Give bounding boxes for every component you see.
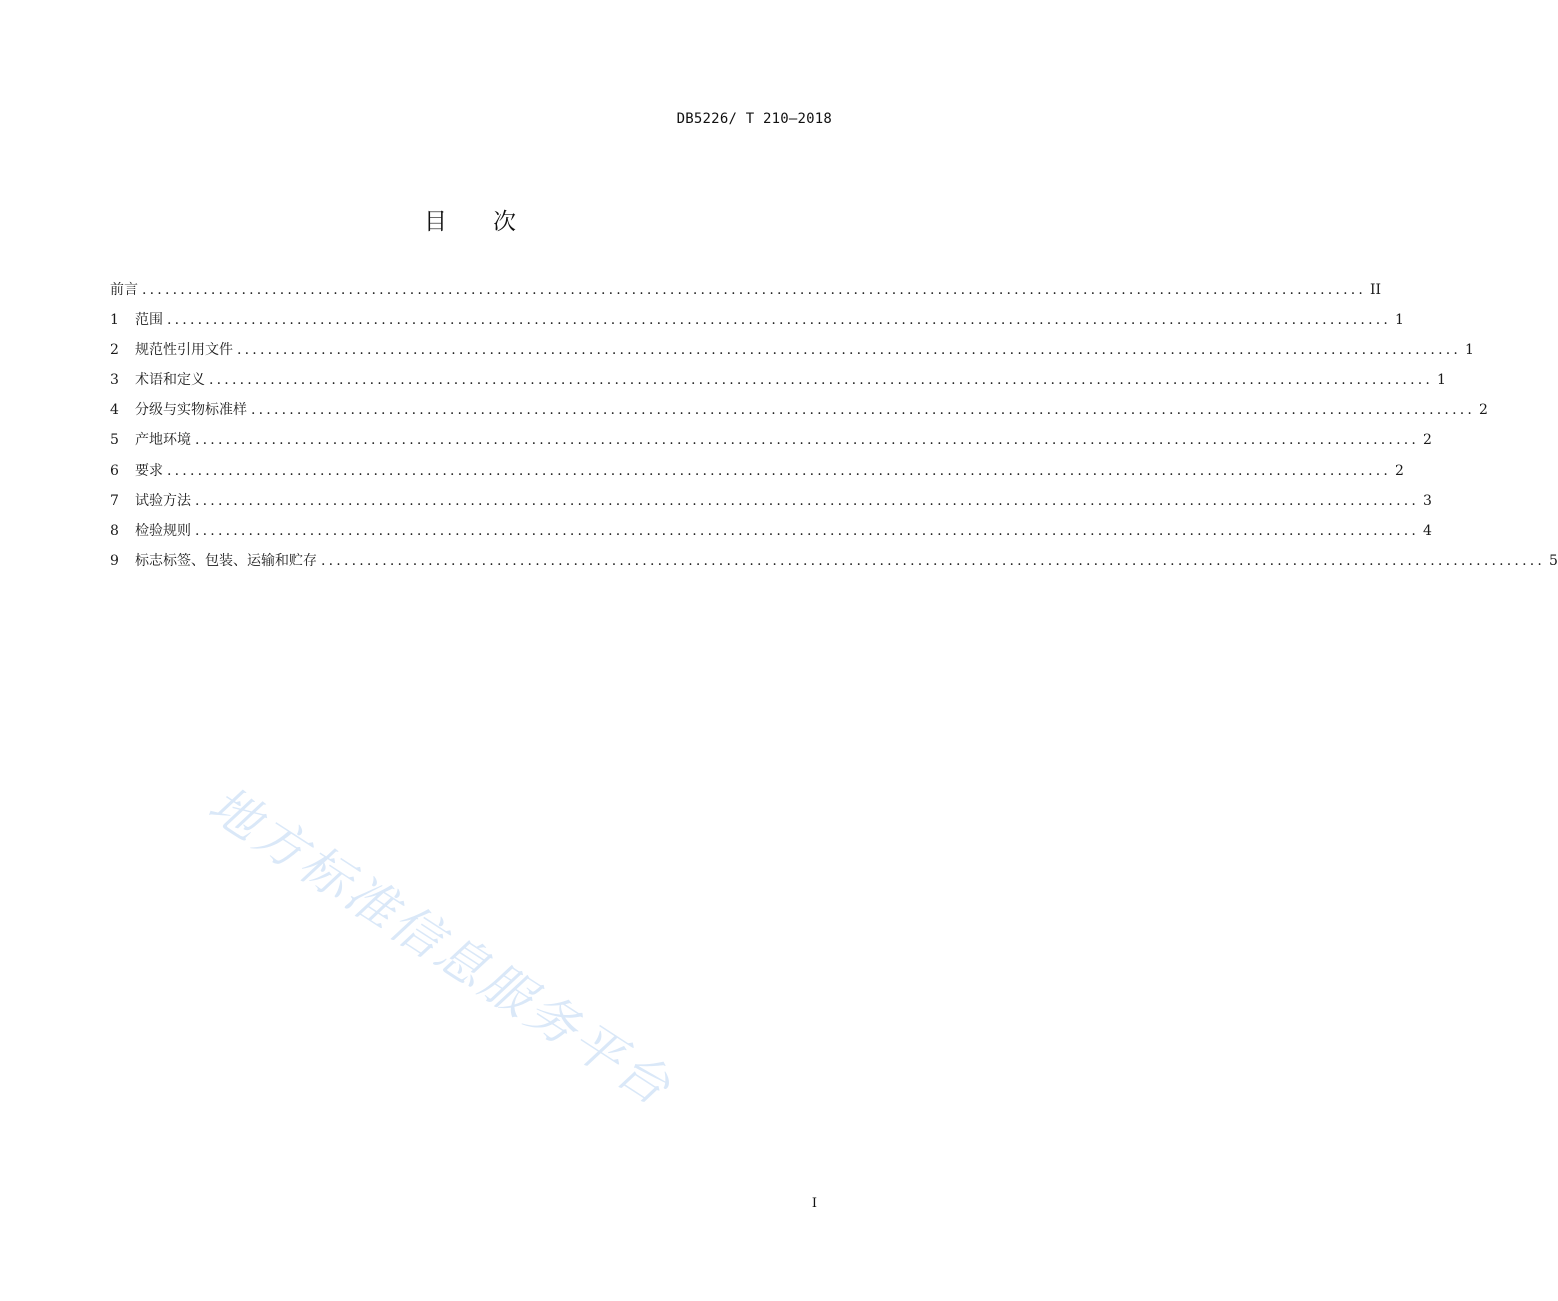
toc-item-page: II — [1370, 282, 1382, 298]
toc-item-test-methods[interactable] — [110, 491, 1432, 521]
toc-title — [0, 203, 940, 236]
toc-leader-dots: ................................................................................................................................................................ — [195, 432, 1420, 449]
toc-item-label: 试验方法 — [135, 492, 191, 509]
toc-item-page: 1 — [1437, 372, 1446, 389]
toc-item-page: 2 — [1479, 402, 1488, 419]
toc-item-number: 5 — [110, 432, 119, 449]
toc-leader-dots: ................................................................................................................................................................ — [195, 492, 1420, 509]
toc-item-inspection-rules[interactable] — [110, 521, 1432, 551]
toc-item-label: 范围 — [135, 312, 163, 329]
toc-item-number: 3 — [110, 372, 119, 389]
toc-item-normative-references[interactable] — [110, 340, 1474, 370]
toc-item-terms-definitions[interactable] — [110, 370, 1446, 400]
toc-list — [110, 280, 1558, 581]
toc-item-number: 9 — [110, 552, 119, 569]
toc-item-label: 产地环境 — [135, 432, 191, 449]
toc-item-page: 2 — [1395, 462, 1404, 479]
toc-item-page: 5 — [1549, 552, 1558, 569]
toc-item-label: 前言 — [110, 282, 138, 298]
page-number: I — [811, 1196, 817, 1211]
toc-leader-dots: ................................................................................................................................................................ — [142, 282, 1367, 298]
toc-leader-dots: ................................................................................................................................................................ — [195, 522, 1420, 539]
toc-item-number: 1 — [110, 312, 119, 329]
toc-item-number: 4 — [110, 402, 119, 419]
toc-item-page: 4 — [1423, 522, 1432, 539]
toc-item-number: 7 — [110, 492, 119, 509]
toc-item-requirements[interactable] — [110, 461, 1404, 491]
toc-item-number: 2 — [110, 342, 119, 359]
watermark-text: 地方标准信息服务平台 — [198, 775, 683, 1118]
toc-leader-dots: ................................................................................................................................................................ — [251, 402, 1476, 419]
toc-item-production-environment[interactable] — [110, 430, 1432, 460]
toc-leader-dots: ................................................................................................................................................................ — [237, 342, 1462, 359]
toc-item-foreword[interactable] — [110, 280, 1382, 310]
toc-leader-dots: ................................................................................................................................................................ — [167, 462, 1392, 479]
toc-item-number: 8 — [110, 522, 119, 539]
toc-item-label: 标志标签、包装、运输和贮存 — [135, 552, 317, 569]
toc-item-marking-packaging[interactable] — [110, 551, 1558, 581]
toc-title-part2: 次 — [493, 209, 516, 235]
toc-leader-dots: ................................................................................................................................................................ — [167, 312, 1392, 329]
toc-item-label: 要求 — [135, 462, 163, 479]
toc-item-label: 规范性引用文件 — [135, 342, 233, 359]
toc-item-page: 1 — [1465, 342, 1474, 359]
document-code: DB5226/ T 210—2018 — [676, 111, 832, 127]
toc-item-page: 2 — [1423, 432, 1432, 449]
toc-leader-dots: ................................................................................................................................................................ — [321, 552, 1546, 569]
toc-title-part1: 目 — [424, 209, 447, 235]
toc-item-scope[interactable] — [110, 310, 1404, 340]
toc-item-page: 3 — [1423, 492, 1432, 509]
toc-item-grading-samples[interactable] — [110, 400, 1488, 430]
toc-leader-dots: ................................................................................................................................................................ — [209, 372, 1434, 389]
toc-item-page: 1 — [1395, 312, 1404, 329]
toc-item-number: 6 — [110, 462, 119, 479]
toc-item-label: 分级与实物标准样 — [135, 402, 247, 419]
toc-item-label: 检验规则 — [135, 522, 191, 539]
toc-item-label: 术语和定义 — [135, 372, 205, 389]
